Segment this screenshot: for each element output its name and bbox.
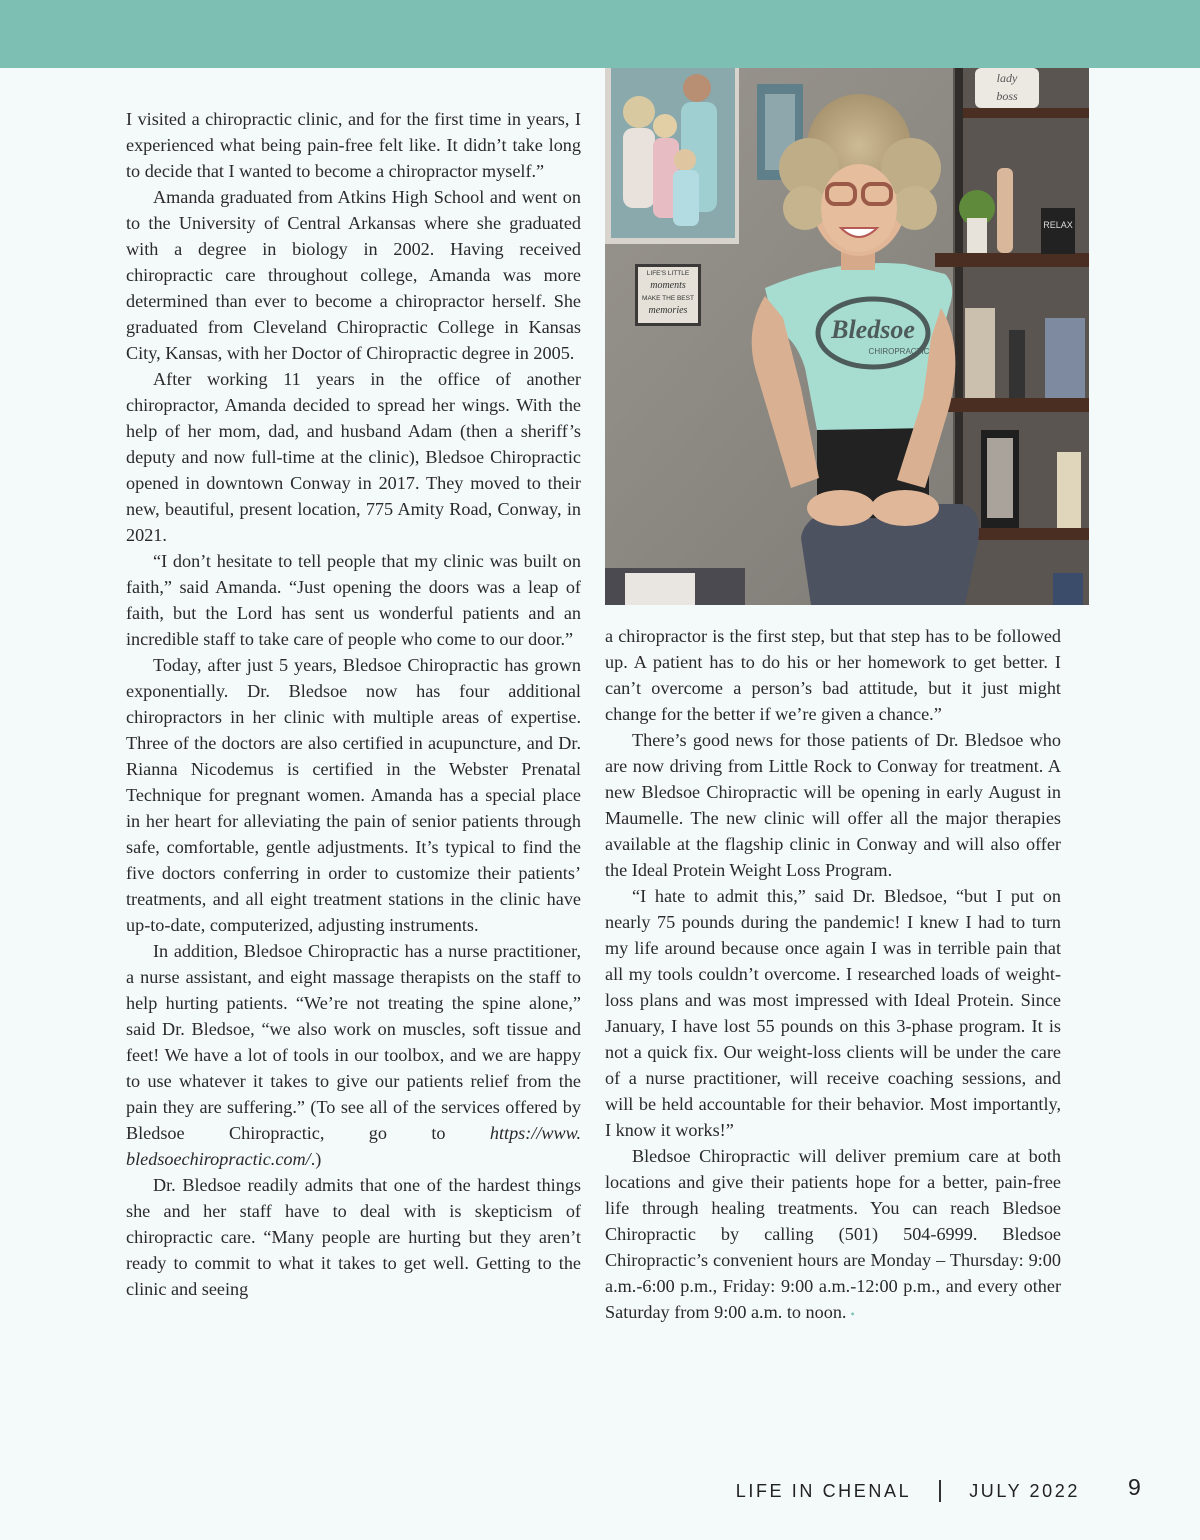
sign-text-line: LIFE'S LITTLE	[646, 270, 690, 277]
shelf-sign-text: boss	[996, 89, 1018, 103]
page-footer	[660, 1478, 1080, 1504]
sign-text-line: MAKE THE BEST	[642, 295, 694, 302]
shirt-logo-subtext: CHIROPRACTIC	[868, 347, 930, 356]
services-text: In addition, Bledsoe Chiropractic has a nurse practitioner, a nurse assistant, and eight massage therapists on the staff to help hurting patients. “We’re not treating the spine alone,” said Dr. Bledsoe, “we also work on muscles, soft tissue and feet! We have a lot of tools in our toolbox, and we are happy to use whatever it takes to give our patients relief from the pain they are suffering.” (To see all of the services offered by Bledsoe Chiropractic, go to	[126, 941, 581, 1143]
portrait-photo	[605, 68, 1089, 605]
clinic-website-link[interactable]: https://www. bledsoechiropractic.com/	[126, 1123, 581, 1169]
publication-name: LIFE IN CHENAL	[735, 1480, 912, 1501]
article-paragraph: After working 11 years in the office of another chiropractor, Amanda decided to spread her wings. With the help of her mom, dad, and husband Adam (then a sheriff’s deputy and now full-time at the clinic), Bledsoe Chiropractic opened in downtown Conway in 2017. They moved to their new, beautiful, present location, 775 Amity Road, Conway, in 2021.	[126, 369, 581, 545]
footer-divider	[939, 1480, 941, 1502]
shirt-logo-text: Bledsoe	[831, 315, 915, 344]
services-text-end: .)	[310, 1149, 322, 1169]
article-paragraph-services	[126, 938, 581, 1172]
article-paragraph: Today, after just 5 years, Bledsoe Chiropractic has grown exponentially. Dr. Bledsoe now has four additional chiropractors in her clinic with multiple areas of expertise. Three of the doctors are also certified in acupuncture, and Dr. Rianna Nicodemus is certified in the Webster Prenatal Technique for pregnant women. Amanda has a special place in her heart for alleviating the pain of senior patients through safe, comfortable, gentle adjustments. It’s typical to find the five doctors conferring in order to customize their patients’ treatments, and all eight treatment stations in the clinic have up-to-date, computerized, adjusting instruments.	[126, 655, 581, 935]
shelf-box-text: RELAX	[1043, 220, 1073, 230]
closing-text: Bledsoe Chiropractic will deliver premium care at both locations and give their patients hope for a better, pain-free life through healing treatments. You can reach Bledsoe Chiropractic by calling (501) 504-6999. Bledsoe Chiropractic’s convenient hours are Monday – Thursday: 9:00 a.m.-6:00 p.m., Friday: 9:00 a.m.-12:00 p.m., and every other Saturday from 9:00 a.m. to noon.	[605, 1146, 1061, 1322]
issue-date: JULY 2022	[969, 1480, 1080, 1501]
shelf-sign-text: lady	[996, 71, 1018, 85]
article-paragraph: I visited a chiropractic clinic, and for the first time in years, I experienced what being pain-free felt like. It didn’t take long to decide that I wanted to become a chiropractor myself.”	[126, 109, 581, 181]
sign-text-line: moments	[650, 280, 686, 291]
article-column-left	[126, 106, 581, 1302]
page-number: 9	[1128, 1474, 1141, 1500]
end-mark: •	[850, 1306, 855, 1321]
top-color-band	[0, 0, 1200, 68]
article-paragraph: Dr. Bledsoe readily admits that one of the hardest things she and her staff have to deal with is skepticism of chiropractic care. “Many people are hurting but they aren’t ready to commit to what it takes to get well. Getting to the clinic and seeing	[126, 1175, 581, 1299]
sign-text-line: memories	[648, 305, 688, 316]
article-paragraph: “I don’t hesitate to tell people that my clinic was built on faith,” said Amanda. “Just opening the doors was a leap of faith, but the Lord has sent us wonderful patients and an incredible staff to take care of people who come to our door.”	[126, 551, 581, 649]
article-paragraph: “I hate to admit this,” said Dr. Bledsoe, “but I put on nearly 75 pounds during the pandemic! I knew I had to turn my life around because once again I was in terrible pain that all my tools couldn’t overcome. I researched loads of weight-loss plans and was most impressed with Ideal Protein. Since January, I have lost 55 pounds on this 3-phase program. It is not a quick fix. Our weight-loss clients will be under the care of a nurse practitioner, will receive coaching sessions, and will be held accountable for their behavior. Most importantly, I know it works!”	[605, 886, 1061, 1140]
article-paragraph: There’s good news for those patients of Dr. Bledsoe who are now driving from Little Rock to Conway for treatment. A new Bledsoe Chiropractic will be opening in early August in Maumelle. The new clinic will offer all the major therapies available at the flagship clinic in Conway and will also offer the Ideal Protein Weight Loss Program.	[605, 730, 1061, 880]
article-paragraph-closing	[605, 1143, 1061, 1327]
article-paragraph: Amanda graduated from Atkins High School and went on to the University of Central Arkansas where she graduated with a degree in biology in 2002. Having received chiropractic care throughout college, Amanda was more determined than ever to become a chiropractor herself. She graduated from Cleveland Chiropractic College in Kansas City, Kansas, with her Doctor of Chiropractic degree in 2005.	[126, 187, 581, 363]
article-column-right	[605, 623, 1061, 1327]
article-paragraph: a chiropractor is the first step, but that step has to be followed up. A patient has to do his or her homework to get better. I can’t overcome a person’s bad attitude, but it just might change for the better if we’re given a chance.”	[605, 626, 1061, 724]
